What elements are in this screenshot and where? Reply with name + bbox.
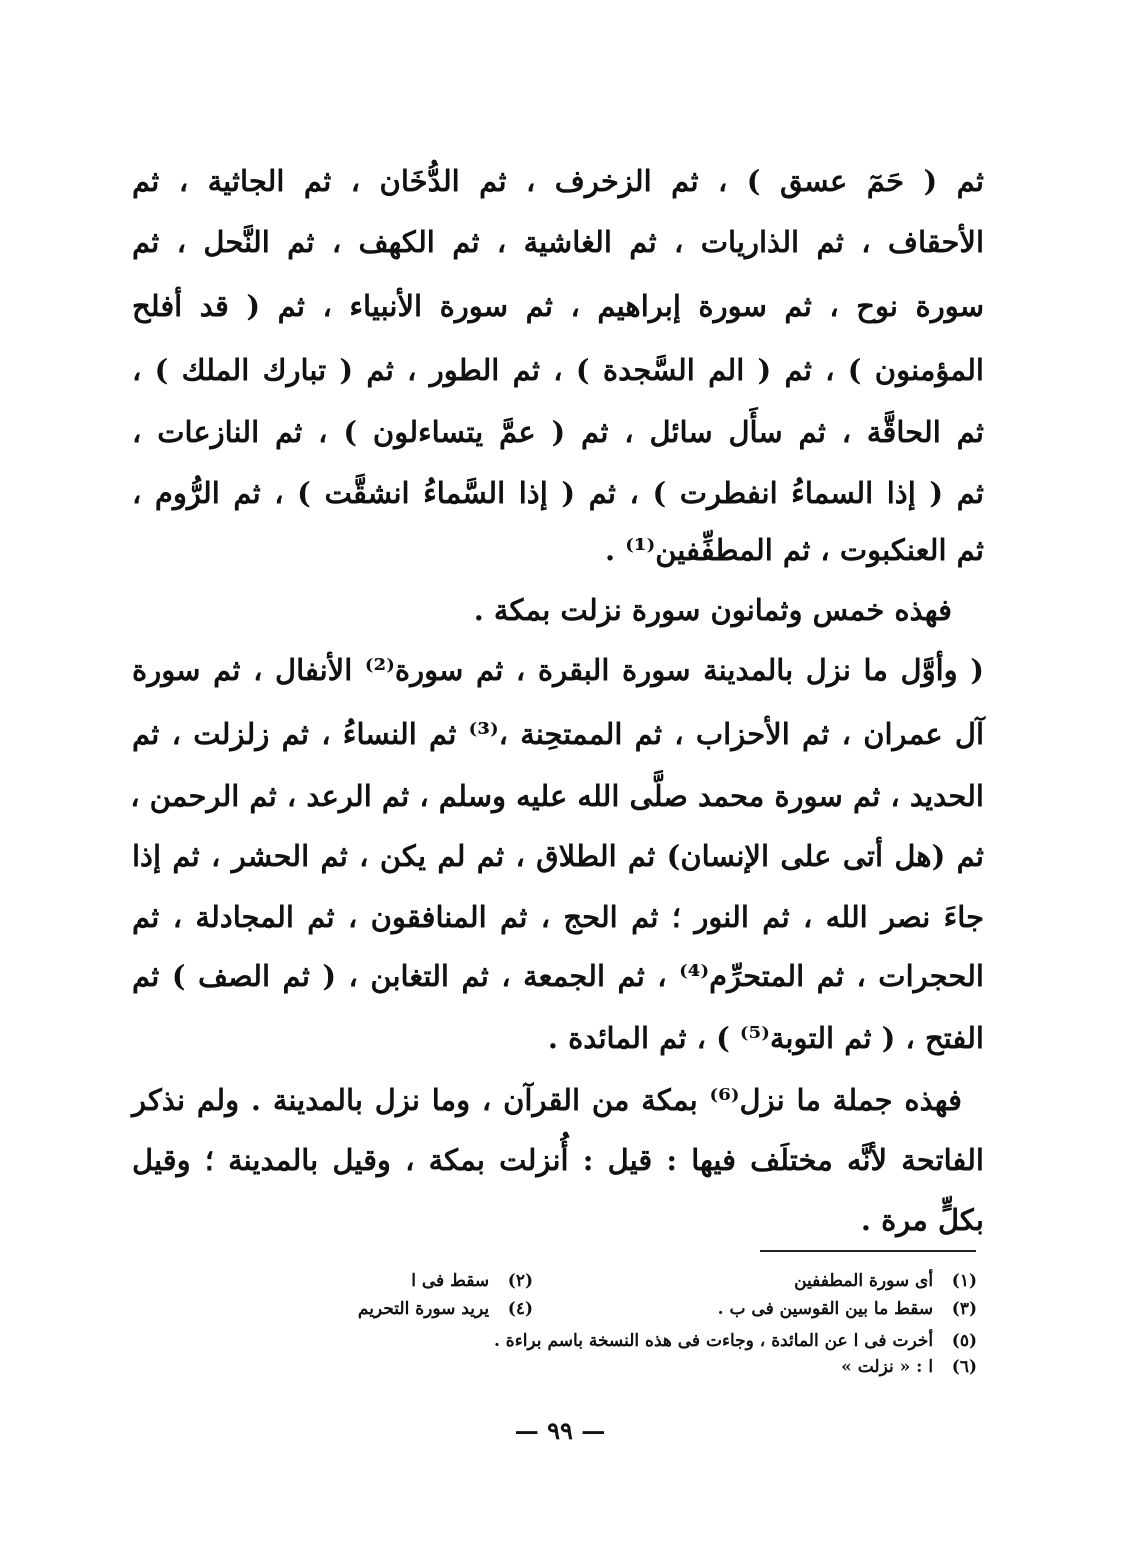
body-line-6: ثم ( إذا السماءُ انفطرت ) ، ثم ( إذا السَّماءُ انشقَّت ) ، ثم الرُّوم ، (132, 476, 984, 510)
footnote-3 (718, 1298, 977, 1320)
footnote-4-number: (٤) (507, 1299, 533, 1319)
body-line-13: جاءَ نصر الله ، ثم النور ؛ ثم الحج ، ثم المنافقون ، ثم المجادلة ، ثم (132, 900, 984, 934)
body-line-9: ( وأوَّل ما نزل بالمدينة سورة البقرة ، ثم سورة⁽²⁾ الأنفال ، ثم سورة (132, 653, 985, 687)
footnote-2-number: (٢) (507, 1271, 533, 1291)
body-line-11: الحديد ، ثم سورة محمد صلَّى الله عليه وسلم ، ثم الرعد ، ثم الرحمن ، (130, 779, 984, 813)
footnote-1-number: (١) (951, 1271, 977, 1291)
body-line-18: بكلٍّ مرة . (860, 1203, 984, 1237)
body-line-4: المؤمنون ) ، ثم ( الم السَّجدة ) ، ثم الطور ، ثم ( تبارك الملك ) ، (132, 353, 984, 387)
body-line-17: الفاتحة لأنَّه مختلَف فيها : قيل : أُنزلت بمكة ، وقيل بالمدينة ؛ وقيل (132, 1143, 984, 1177)
body-line-3: سورة نوح ، ثم سورة إبراهيم ، ثم سورة الأنبياء ، ثم ( قد أفلح (132, 289, 984, 323)
footnote-divider (760, 1250, 976, 1252)
footnote-1 (794, 1270, 977, 1292)
footnote-5 (494, 1330, 977, 1352)
footnote-3-text: سقط ما بين القوسين فى ب . (717, 1299, 934, 1319)
footnote-6 (841, 1356, 977, 1378)
footnote-4-text: يريد سورة التحريم (357, 1299, 490, 1319)
footnote-5-text: أخرت فى ا عن المائدة ، وجاءت فى هذه النسخة باسم براءة . (493, 1331, 934, 1351)
body-line-7: ثم العنكبوت ، ثم المطفِّفين⁽¹⁾ . (605, 533, 984, 567)
body-line-8: فهذه خمس وثمانون سورة نزلت بمكة . (473, 593, 952, 627)
footnote-1-text: أى سورة المطففين (794, 1271, 934, 1291)
footnote-4 (358, 1298, 533, 1320)
body-line-5: ثم الحاقَّة ، ثم سأَل سائل ، ثم ( عمَّ يتساءلون ) ، ثم النازعات ، (132, 415, 984, 449)
body-line-15: الفتح ، ( ثم التوبة⁽⁵⁾ ) ، ثم المائدة . (547, 1021, 984, 1055)
body-line-1: ثم ( حَمٓ عسق ) ، ثم الزخرف ، ثم الدُّخَان ، ثم الجاثية ، ثم (132, 164, 984, 198)
body-line-14: الحجرات ، ثم المتحرِّم⁽⁴⁾ ، ثم الجمعة ، ثم التغابن ، ( ثم الصف ) ثم (132, 959, 984, 993)
footnote-2-text: سقط فى ا (411, 1271, 490, 1291)
footnote-2 (411, 1270, 533, 1292)
footnote-5-number: (٥) (951, 1331, 977, 1351)
body-line-12: ثم (هل أتى على الإنسان) ثم الطلاق ، ثم لم يكن ، ثم الحشر ، ثم إذا (132, 839, 984, 873)
footnote-3-number: (٣) (951, 1299, 977, 1319)
body-line-10: آل عمران ، ثم الأحزاب ، ثم الممتحِنة ،⁽³⁾ ثم النساءُ ، ثم زلزلت ، ثم (132, 717, 984, 751)
body-line-16: فهذه جملة ما نزل⁽⁶⁾ بمكة من القرآن ، وما نزل بالمدينة . ولم نذكر (132, 1083, 962, 1117)
body-line-2: الأحقاف ، ثم الذاريات ، ثم الغاشية ، ثم الكهف ، ثم النَّحل ، ثم (132, 225, 984, 259)
page-number: — ٩٩ — (514, 1416, 606, 1445)
footnote-6-number: (٦) (951, 1357, 977, 1377)
footnote-6-text: ا : « نزلت » (841, 1357, 934, 1377)
